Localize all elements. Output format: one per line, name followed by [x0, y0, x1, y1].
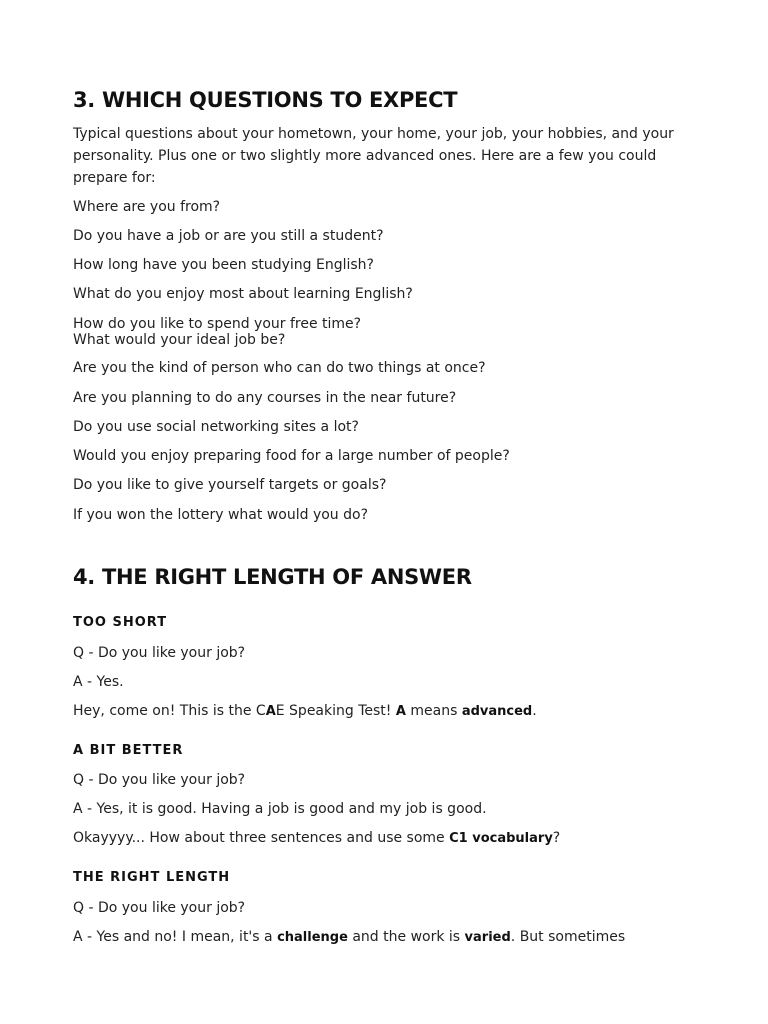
question-item: Where are you from? [73, 199, 221, 215]
right-length-answer [73, 926, 625, 949]
question-item: If you won the lottery what would you do? [73, 507, 368, 523]
right-length-heading: THE RIGHT LENGTH [73, 870, 231, 885]
answer-text: A - Yes and no! I mean, it's a [73, 929, 278, 945]
a-bit-better-answer: A - Yes, it is good. Having a job is good and my job is good. [73, 801, 487, 817]
bold-text: varied [464, 930, 511, 945]
question-item: What would your ideal job be? [73, 332, 286, 348]
a-bit-better-heading: A BIT BETTER [73, 743, 184, 758]
too-short-answer: A - Yes. [73, 674, 124, 690]
comment-text: . [532, 703, 537, 719]
question-item: Would you enjoy preparing food for a large number of people? [73, 448, 510, 464]
section-3-intro: Typical questions about your hometown, your home, your job, your hobbies, and your personality. Plus one or two slightly more advanced ones. Here are a few you could prepare for: [73, 126, 674, 186]
bold-text: A [395, 704, 406, 719]
too-short-comment [73, 700, 537, 723]
answer-text: . But sometimes [510, 929, 626, 945]
section-4-title: 4. THE RIGHT LENGTH OF ANSWER [73, 565, 472, 589]
comment-text: ? [552, 830, 561, 846]
question-item: Do you like to give yourself targets or goals? [73, 477, 387, 493]
bold-text: challenge [277, 930, 348, 945]
right-length-question: Q - Do you like your job? [73, 900, 246, 916]
question-item: Are you the kind of person who can do two things at once? [73, 360, 486, 376]
answer-text: and the work is [347, 929, 465, 945]
comment-text: means [405, 703, 462, 719]
too-short-heading: TOO SHORT [73, 615, 168, 630]
comment-text: E Speaking Test! [275, 703, 396, 719]
question-item: Do you use social networking sites a lot? [73, 419, 359, 435]
bold-text: C1 vocabulary [449, 831, 553, 846]
comment-text: Okayyyy... How about three sentences and use some [73, 830, 450, 846]
question-item: Are you planning to do any courses in the near future? [73, 390, 457, 406]
bold-text: A [265, 704, 276, 719]
comment-text: Hey, come on! This is the C [73, 703, 266, 719]
question-item: Do you have a job or are you still a student? [73, 228, 384, 244]
a-bit-better-question: Q - Do you like your job? [73, 772, 246, 788]
question-item: How long have you been studying English? [73, 257, 374, 273]
section-3-title: 3. WHICH QUESTIONS TO EXPECT [73, 88, 458, 112]
a-bit-better-comment [73, 827, 560, 850]
question-item: What do you enjoy most about learning English? [73, 286, 413, 302]
too-short-question: Q - Do you like your job? [73, 645, 246, 661]
question-item: How do you like to spend your free time? [73, 316, 362, 332]
bold-text: advanced [461, 704, 533, 719]
